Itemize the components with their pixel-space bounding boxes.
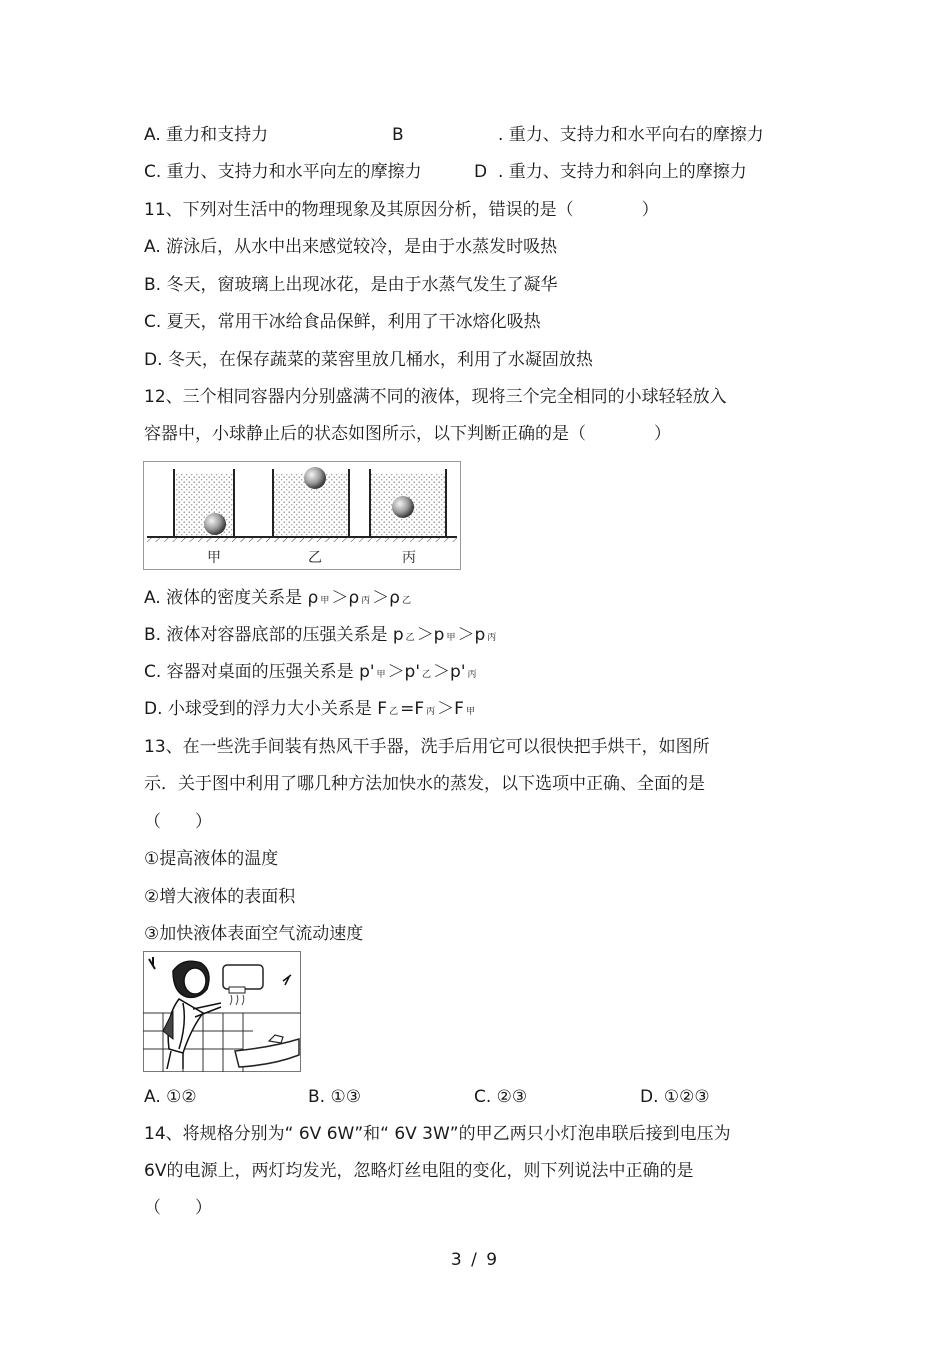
q14-stem-line3: （ ） (144, 1198, 212, 1218)
q11-option-a: A. 游泳后，从水中出来感觉较冷，是由于水蒸发时吸热 (144, 237, 558, 257)
q13-stem-line2: 示．关于图中利用了哪几种方法加快水的蒸发，以下选项中正确、全面的是 (144, 774, 705, 794)
q13-option-c: C. ②③ (474, 1087, 528, 1107)
q11-stem: 11、下列对生活中的物理现象及其原因分析，错误的是（ ） (144, 200, 659, 220)
q10-option-c: C. 重力、支持力和水平向左的摩擦力 (144, 162, 422, 182)
label-bing: 丙 (402, 550, 416, 566)
page-number: 3 / 9 (450, 1250, 500, 1270)
container-bing (370, 469, 446, 537)
q10-option-a: A. 重力和支持力 (144, 125, 269, 145)
q11-option-c: C. 夏天，常用干冰给食品保鲜，利用了干冰熔化吸热 (144, 312, 541, 332)
q10-option-b: . 重力、支持力和水平向右的摩擦力 (498, 125, 764, 145)
q13-option-d: D. ①②③ (640, 1087, 710, 1107)
q12-option-b: B. 液体对容器底部的压强关系是 p 乙 ＞p 甲 ＞p 丙 (144, 625, 497, 645)
q12-option-d: D. 小球受到的浮力大小关系是 F 乙 =F 丙 ＞F 甲 (144, 699, 475, 719)
label-yi: 乙 (308, 550, 322, 566)
q10-option-d-prefix: D (474, 162, 488, 182)
q11-option-d: D. 冬天，在保存蔬菜的菜窖里放几桶水，利用了水凝固放热 (144, 350, 593, 370)
q12-option-c: C. 容器对桌面的压强关系是 p' 甲 ＞p' 乙 ＞p' 丙 (144, 662, 477, 682)
container-yi (273, 467, 349, 537)
ball-jia (204, 513, 226, 535)
label-jia: 甲 (207, 550, 221, 566)
containers-figure (143, 461, 461, 570)
ball-yi (304, 467, 326, 489)
q13-item-1: ①提高液体的温度 (144, 849, 279, 869)
ball-bing (392, 496, 414, 518)
q13-stem-line1: 13、在一些洗手间装有热风干手器，洗手后用它可以很快把手烘干，如图所 (144, 737, 710, 757)
q12-stem-line2: 容器中，小球静止后的状态如图所示，以下判断正确的是（ ） (144, 424, 671, 444)
container-jia (174, 469, 234, 537)
q12-option-a: A. 液体的密度关系是 ρ 甲 ＞ρ 丙 ＞ρ 乙 (144, 588, 411, 608)
q10-option-d: . 重力、支持力和斜向上的摩擦力 (498, 162, 747, 182)
q13-stem-line3: （ ） (144, 812, 212, 832)
hand-dryer-figure (143, 951, 301, 1072)
q13-option-a: A. ①② (144, 1087, 197, 1107)
q13-option-b: B. ①③ (308, 1087, 361, 1107)
q13-item-2: ②增大液体的表面积 (144, 887, 296, 907)
q14-stem-line2: 6V的电源上，两灯均发光，忽略灯丝电阻的变化，则下列说法中正确的是 (144, 1161, 694, 1181)
q13-item-3: ③加快液体表面空气流动速度 (144, 924, 364, 944)
q10-option-b-prefix: B (392, 125, 404, 145)
q12-stem-line1: 12、三个相同容器内分别盛满不同的液体，现将三个完全相同的小球轻轻放入 (144, 387, 727, 407)
q11-option-b: B. 冬天，窗玻璃上出现冰花，是由于水蒸气发生了凝华 (144, 275, 558, 295)
q14-stem-line1: 14、将规格分别为“ 6V 6W”和“ 6V 3W”的甲乙两只小灯泡串联后接到电压为 (144, 1124, 731, 1144)
